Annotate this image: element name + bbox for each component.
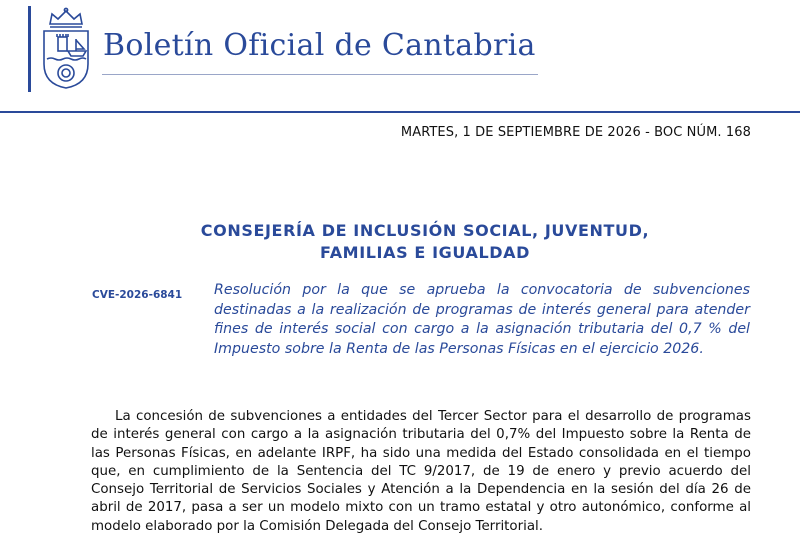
resolution-summary: Resolución por la que se aprueba la convocatoria de subvenciones destinadas a la realización de programas de interés general para atender fines de interés social con cargo a la asignación tributaria del 0,7 % del Impuesto sobre la Renta de las Personas Físicas en el ejercicio 2026. xyxy=(214,282,750,357)
header-left-rule xyxy=(28,6,31,92)
header-divider xyxy=(0,111,800,113)
title-underline xyxy=(102,74,538,75)
department-heading-line-2: FAMILIAS E IGUALDAD xyxy=(320,243,530,262)
publication-title: Boletín Oficial de Cantabria xyxy=(103,28,536,63)
issue-dateline: MARTES, 1 DE SEPTIEMBRE DE 2026 - BOC NÚM. 168 xyxy=(400,125,751,140)
cve-code: CVE-2026-6841 xyxy=(92,289,183,301)
department-heading-line-1: CONSEJERÍA DE INCLUSIÓN SOCIAL, JUVENTUD, xyxy=(200,221,650,240)
cantabria-coat-of-arms-icon xyxy=(38,6,94,90)
body-paragraph: La concesión de subvenciones a entidades del Tercer Sector para el desarrollo de programas de interés general con cargo a la asignación tributaria del 0,7% del Impuesto sobre la Renta de las Personas Físicas, en adelante IRPF, ha sido una medida del Estado consolidada en el tiempo que, en cumplimiento de la Sentencia del TC 9/2017, de 19 de enero y previo acuerdo del Consejo Territorial de Servicios Sociales y Atención a la Dependencia en la sesión del día 26 de abril de 2017, pasa a ser un modelo mixto con un tramo estatal y otro autonómico, conforme al modelo elaborado por la Comisión Delegada del Consejo Territorial. xyxy=(91,409,751,534)
department-heading xyxy=(80,220,770,264)
